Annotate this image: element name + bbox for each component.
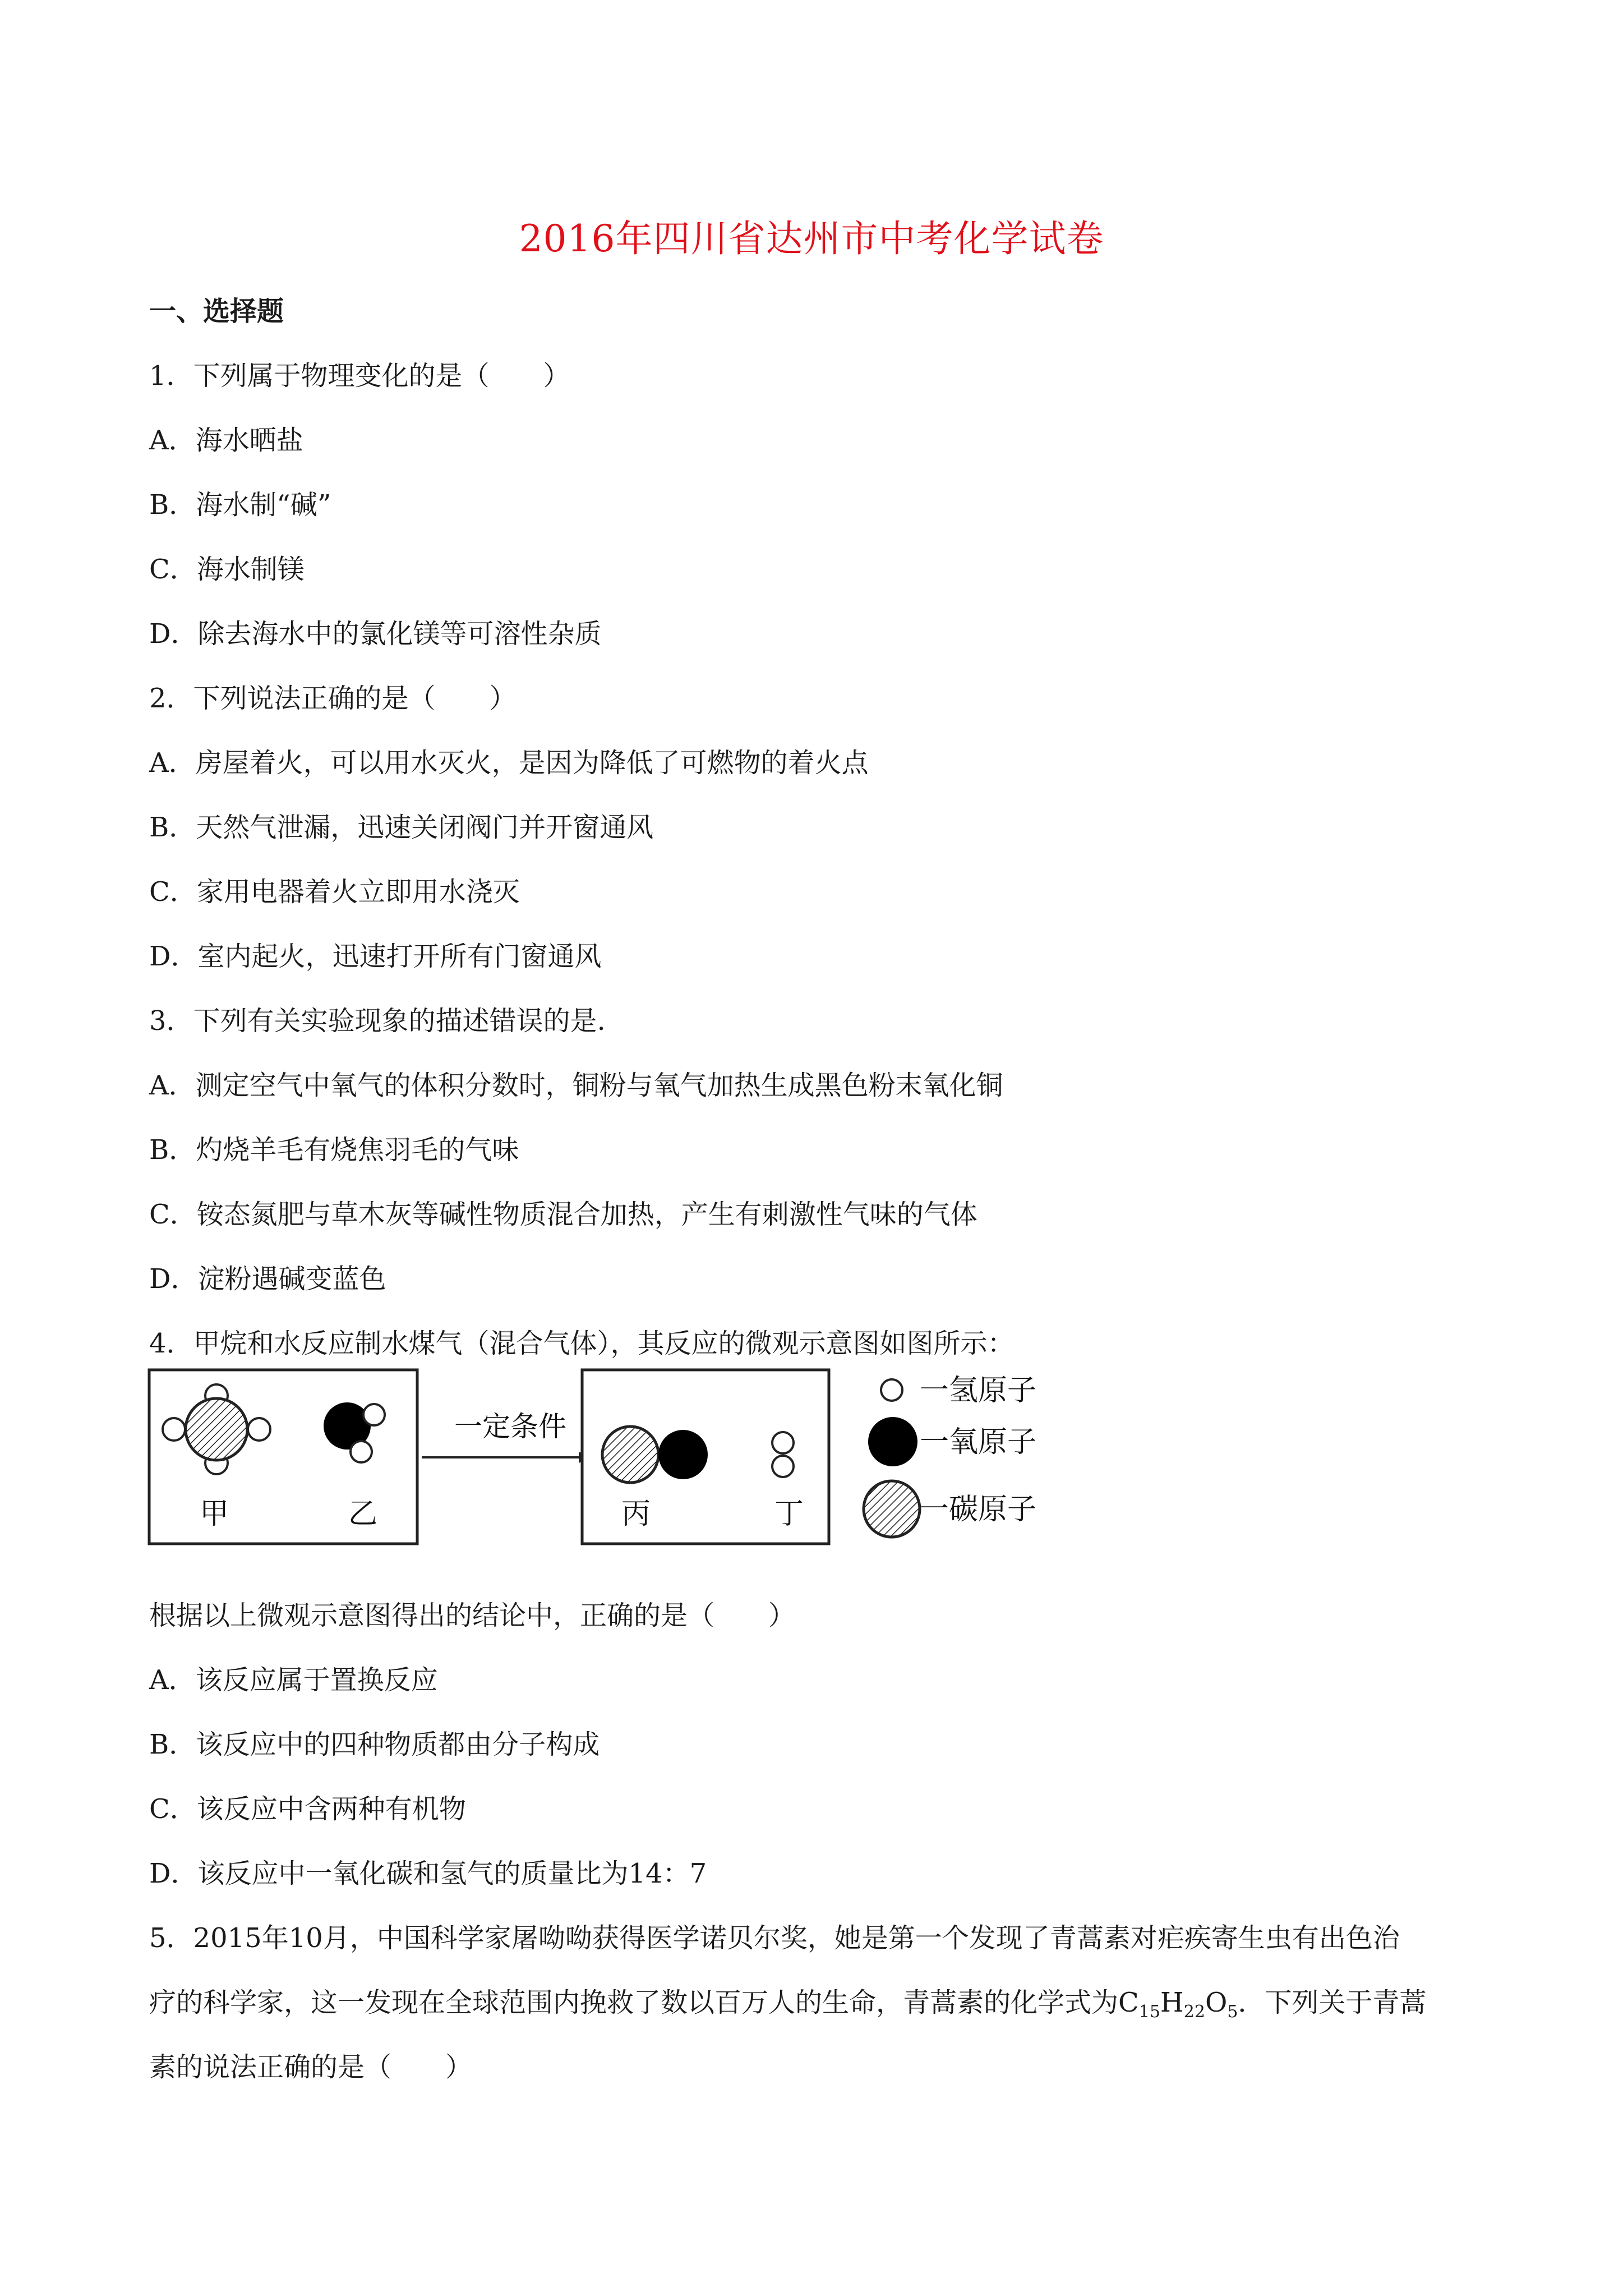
question-3-option-a: A．测定空气中氧气的体积分数时，铜粉与氧气加热生成黑色粉末氧化铜	[149, 1070, 1003, 1101]
question-2-option-d: D．室内起火，迅速打开所有门窗通风	[149, 941, 602, 972]
question-4-option-d: D．该反应中一氧化碳和氢气的质量比为14：7	[149, 1858, 707, 1889]
formula-tail-text: ．下列关于青蒿	[1238, 1987, 1427, 2018]
product-label-ding: 丁	[774, 1497, 804, 1531]
product-label-bing: 丙	[621, 1497, 651, 1531]
question-3-option-c: C．铵态氮肥与草木灰等碱性物质混合加热，产生有刺激性气味的气体	[149, 1199, 978, 1230]
question-5-stem-line-3: 素的说法正确的是（ ）	[149, 2051, 473, 2083]
formula-h: H	[1160, 1987, 1184, 2018]
question-1-option-b: B．海水制“碱”	[149, 489, 331, 521]
section-heading: 一、选择题	[149, 296, 284, 327]
question-5-stem-line-2	[149, 1986, 1426, 2029]
question-4-option-c: C．该反应中含两种有机物	[149, 1793, 466, 1825]
question-2-option-a: A．房屋着火，可以用水灭火，是因为降低了可燃物的着火点	[149, 747, 869, 779]
legend-hydrogen-label: 一氢原子	[920, 1374, 1037, 1407]
arrow-label: 一定条件	[454, 1410, 566, 1443]
question-1-stem: 1．下列属于物理变化的是（ ）	[149, 360, 570, 392]
formula-o: O	[1205, 1987, 1228, 2018]
formula-lead-text: 疗的科学家，这一发现在全球范围内挽救了数以百万人的生命，青蒿素的化学式为C	[149, 1987, 1139, 2018]
question-1-option-a: A．海水晒盐	[149, 425, 303, 456]
question-4-stem: 4．甲烷和水反应制水煤气（混合气体），其反应的微观示意图如图所示：	[149, 1328, 1015, 1359]
legend-oxygen-label: 一氧原子	[920, 1425, 1037, 1459]
reactant-label-jia: 甲	[199, 1497, 229, 1531]
question-4-option-b: B．该反应中的四种物质都由分子构成	[149, 1729, 600, 1760]
question-1-option-d: D．除去海水中的氯化镁等可溶性杂质	[149, 618, 602, 650]
legend-hydrogen-icon	[881, 1379, 902, 1401]
formula-sub-h: 22	[1183, 2002, 1205, 2022]
question-2-option-c: C．家用电器着火立即用水浇灭	[149, 876, 520, 908]
question-3-option-b: B．灼烧羊毛有烧焦羽毛的气味	[149, 1134, 519, 1166]
question-1-option-c: C．海水制镁	[149, 554, 305, 585]
question-2-option-b: B．天然气泄漏，迅速关闭阀门并开窗通风	[149, 812, 654, 843]
page-title: 2016年四川省达州市中考化学试卷	[519, 217, 1104, 260]
question-2-stem: 2．下列说法正确的是（ ）	[149, 683, 517, 714]
reactant-label-yi: 乙	[348, 1497, 378, 1531]
question-4-option-a: A．该反应属于置换反应	[149, 1664, 438, 1696]
question-3-option-d: D．淀粉遇碱变蓝色	[149, 1263, 386, 1295]
question-3-stem: 3．下列有关实验现象的描述错误的是.	[149, 1005, 606, 1037]
legend-carbon-icon	[864, 1481, 920, 1537]
legend-carbon-label: 一碳原子	[920, 1493, 1037, 1526]
question-4-prompt: 根据以上微观示意图得出的结论中，正确的是（ ）	[149, 1600, 796, 1631]
legend-oxygen-icon	[868, 1417, 917, 1466]
formula-sub-c: 15	[1138, 2002, 1160, 2022]
formula-sub-o: 5	[1227, 2002, 1238, 2022]
reaction-diagram	[147, 1368, 1067, 1548]
question-5-stem-line-1: 5．2015年10月，中国科学家屠呦呦获得医学诺贝尔奖，她是第一个发现了青蒿素对疟疾寄生虫有出色治	[149, 1922, 1400, 1954]
